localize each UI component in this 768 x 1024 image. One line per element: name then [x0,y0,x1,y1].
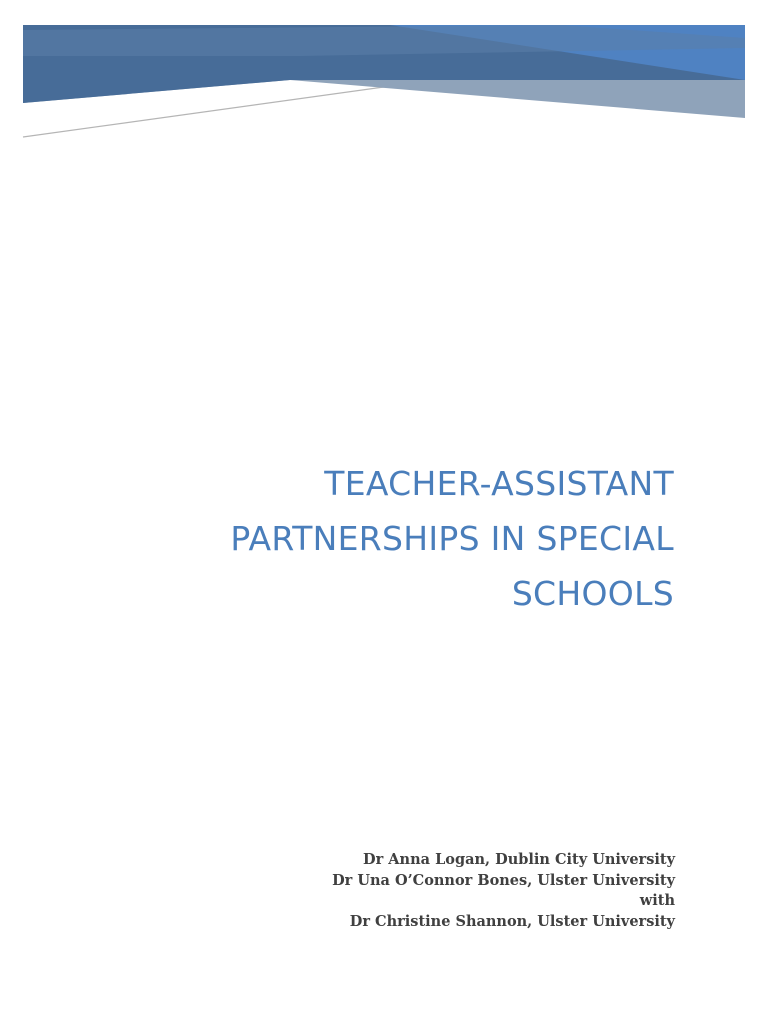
header-banner-graphic [0,0,768,150]
title-line-2: PARTNERSHIPS IN SPECIAL [230,519,674,558]
author-line-4: Dr Christine Shannon, Ulster University [349,912,675,930]
author-credits [255,850,675,932]
title-line-3: SCHOOLS [511,574,674,613]
author-line-3: with [639,892,675,909]
author-line-2: Dr Una O’Connor Bones, Ulster University [332,871,675,889]
author-line-1: Dr Anna Logan, Dublin City University [363,851,675,868]
title-line-1: TEACHER-ASSISTANT [324,464,674,503]
report-title [114,456,674,621]
